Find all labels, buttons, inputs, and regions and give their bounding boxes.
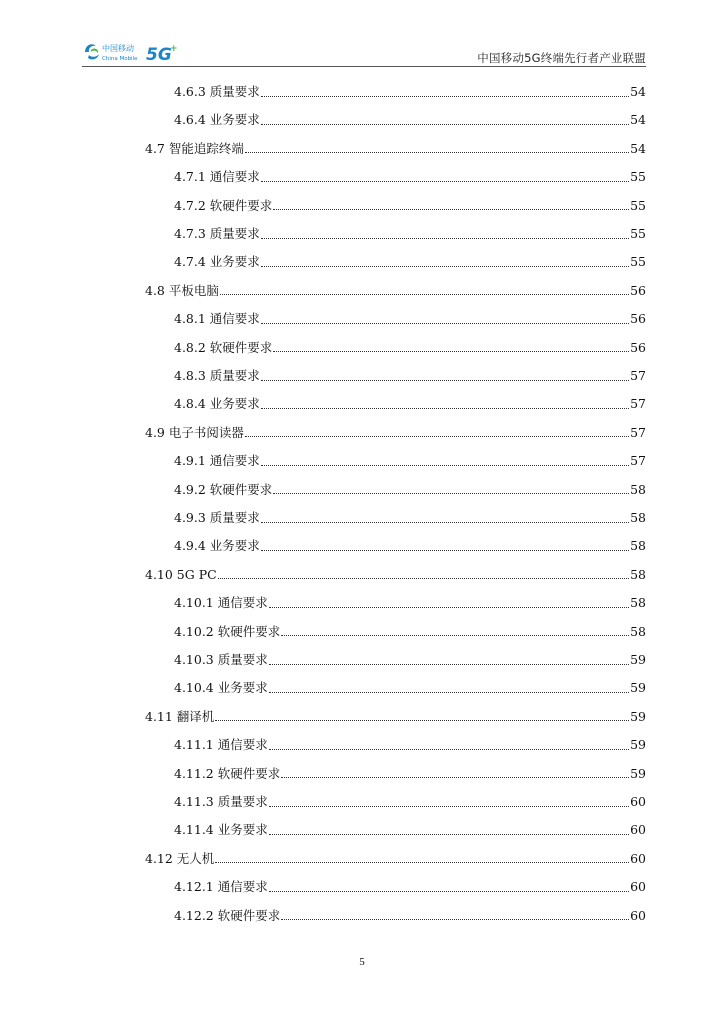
toc-dot-leader (215, 720, 629, 721)
toc-entry-page: 58 (630, 481, 646, 497)
svg-text:中国移动: 中国移动 (102, 44, 134, 53)
svg-text:China Mobile: China Mobile (102, 56, 138, 62)
toc-entry[interactable] (145, 135, 646, 163)
toc-dot-leader (281, 635, 629, 636)
toc-dot-leader (218, 578, 629, 579)
toc-dot-leader (261, 181, 629, 182)
toc-entry-title: 4.6.4 业务要求 (174, 112, 260, 128)
toc-entry-title: 4.7 智能追踪终端 (145, 140, 244, 156)
toc-entry-title: 4.7.1 通信要求 (174, 169, 260, 185)
toc-entry-page: 59 (630, 680, 646, 696)
toc-entry[interactable] (145, 845, 646, 873)
toc-dot-leader (261, 465, 629, 466)
toc-entry-title: 4.8 平板电脑 (145, 282, 219, 298)
toc-entry-page: 60 (630, 850, 646, 866)
page-header (82, 38, 646, 68)
toc-entry-page: 57 (630, 368, 646, 383)
toc-entry-page: 56 (630, 339, 646, 355)
toc-entry[interactable] (174, 390, 646, 418)
toc-entry-page: 58 (630, 538, 646, 554)
toc-entry-page: 54 (630, 84, 646, 99)
toc-entry[interactable] (145, 419, 646, 447)
toc-entry-page: 59 (630, 652, 646, 667)
toc-dot-leader (245, 152, 629, 153)
toc-entry-title: 4.12.1 通信要求 (174, 879, 268, 895)
toc-dot-leader (269, 834, 629, 835)
toc-entry[interactable] (174, 788, 646, 816)
toc-entry[interactable] (174, 106, 646, 134)
toc-entry-title: 4.10.3 质量要求 (174, 652, 268, 667)
toc-entry[interactable] (174, 163, 646, 191)
toc-entry-title: 4.11.1 通信要求 (174, 737, 268, 753)
toc-entry[interactable] (174, 589, 646, 617)
toc-dot-leader (269, 806, 629, 807)
toc-entry[interactable] (174, 78, 646, 106)
toc-dot-leader (261, 380, 629, 381)
toc-entry[interactable] (174, 816, 646, 844)
toc-entry[interactable] (174, 334, 646, 362)
toc-entry[interactable] (174, 873, 646, 901)
toc-entry-title: 4.7.2 软硬件要求 (174, 197, 273, 213)
toc-entry[interactable] (145, 277, 646, 305)
china-mobile-logo (82, 40, 182, 64)
toc-entry-page: 58 (630, 510, 646, 525)
toc-entry-page: 54 (630, 140, 646, 156)
svg-text:5G: 5G (146, 45, 172, 64)
toc-dot-leader (273, 209, 629, 210)
toc-dot-leader (261, 96, 629, 97)
toc-entry-page: 59 (630, 708, 646, 724)
toc-dot-leader (269, 891, 629, 892)
toc-entry[interactable] (174, 532, 646, 560)
toc-entry-page: 55 (630, 197, 646, 213)
toc-entry-title: 4.10.1 通信要求 (174, 595, 268, 611)
toc-dot-leader (245, 436, 629, 437)
toc-entry-page: 58 (630, 566, 646, 582)
toc-entry-page: 60 (630, 879, 646, 895)
toc-entry-title: 4.7.4 业务要求 (174, 254, 260, 270)
toc-dot-leader (261, 522, 629, 523)
toc-entry[interactable] (174, 220, 646, 248)
toc-entry[interactable] (174, 902, 646, 930)
toc-entry-title: 4.8.1 通信要求 (174, 311, 260, 327)
toc-dot-leader (281, 919, 629, 920)
toc-entry-title: 4.10.2 软硬件要求 (174, 623, 281, 639)
toc-entry-title: 4.9 电子书阅读器 (145, 424, 244, 440)
toc-entry-page: 55 (630, 169, 646, 185)
toc-entry-title: 4.10.4 业务要求 (174, 680, 268, 696)
toc-entry[interactable] (145, 561, 646, 589)
toc-entry-title: 4.8.3 质量要求 (174, 368, 260, 383)
svg-text:+: + (170, 44, 178, 54)
toc-entry-page: 58 (630, 595, 646, 611)
toc-dot-leader (220, 294, 629, 295)
toc-entry-page: 57 (630, 424, 646, 440)
toc-entry-title: 4.8.4 业务要求 (174, 396, 260, 412)
toc-dot-leader (269, 749, 629, 750)
toc-entry[interactable] (174, 646, 646, 674)
toc-dot-leader (261, 266, 629, 267)
toc-entry-page: 54 (630, 112, 646, 128)
toc-dot-leader (261, 238, 629, 239)
page-number: 5 (359, 956, 365, 968)
toc-entry-title: 4.7.3 质量要求 (174, 226, 260, 241)
toc-entry[interactable] (174, 248, 646, 276)
toc-entry-title: 4.9.4 业务要求 (174, 538, 260, 554)
toc-entry-title: 4.6.3 质量要求 (174, 84, 260, 99)
toc-entry[interactable] (174, 731, 646, 759)
toc-entry[interactable] (145, 703, 646, 731)
toc-dot-leader (281, 777, 629, 778)
toc-dot-leader (273, 351, 629, 352)
toc-entry-title: 4.11 翻译机 (145, 708, 215, 724)
toc-dot-leader (269, 607, 629, 608)
toc-dot-leader (261, 323, 629, 324)
toc-entry[interactable] (174, 476, 646, 504)
toc-entry-page: 56 (630, 311, 646, 327)
toc-entry[interactable] (174, 504, 646, 532)
toc-dot-leader (269, 664, 629, 665)
toc-dot-leader (273, 493, 629, 494)
toc-dot-leader (269, 692, 629, 693)
toc-entry-title: 4.11.3 质量要求 (174, 794, 268, 809)
toc-entry[interactable] (174, 618, 646, 646)
toc-entry-page: 57 (630, 396, 646, 412)
toc-entry[interactable] (174, 305, 646, 333)
toc-entry[interactable] (174, 760, 646, 788)
toc-entry-title: 4.11.2 软硬件要求 (174, 765, 281, 781)
toc-entry-page: 55 (630, 254, 646, 270)
header-title: 中国移动5G终端先行者产业联盟 (477, 51, 646, 65)
toc-entry-page: 57 (630, 453, 646, 469)
toc-entry-page: 60 (630, 794, 646, 809)
toc-entry-title: 4.9.1 通信要求 (174, 453, 260, 469)
toc-entry-title: 4.9.3 质量要求 (174, 510, 260, 525)
toc-entry-page: 59 (630, 737, 646, 753)
toc-entry-page: 60 (630, 907, 646, 923)
toc-entry-page: 60 (630, 822, 646, 838)
toc-entry-title: 4.9.2 软硬件要求 (174, 481, 273, 497)
toc-dot-leader (261, 408, 629, 409)
toc-entry[interactable] (174, 362, 646, 390)
toc-entry-title: 4.12.2 软硬件要求 (174, 907, 281, 923)
china-mobile-swirl-icon (85, 44, 99, 59)
toc-dot-leader (261, 550, 629, 551)
toc-dot-leader (215, 862, 629, 863)
header-divider (82, 66, 646, 67)
toc-entry-page: 56 (630, 282, 646, 298)
toc-entry-page: 58 (630, 623, 646, 639)
toc-entry-title: 4.8.2 软硬件要求 (174, 339, 273, 355)
toc-entry[interactable] (174, 674, 646, 702)
toc-entry-title: 4.10 5G PC (145, 566, 217, 582)
toc-entry-page: 55 (630, 226, 646, 241)
toc-entry-title: 4.11.4 业务要求 (174, 822, 268, 838)
toc-entry-title: 4.12 无人机 (145, 850, 215, 866)
toc-dot-leader (261, 124, 629, 125)
toc-entry-page: 59 (630, 765, 646, 781)
toc-entry[interactable] (174, 447, 646, 475)
toc-entry[interactable] (174, 192, 646, 220)
